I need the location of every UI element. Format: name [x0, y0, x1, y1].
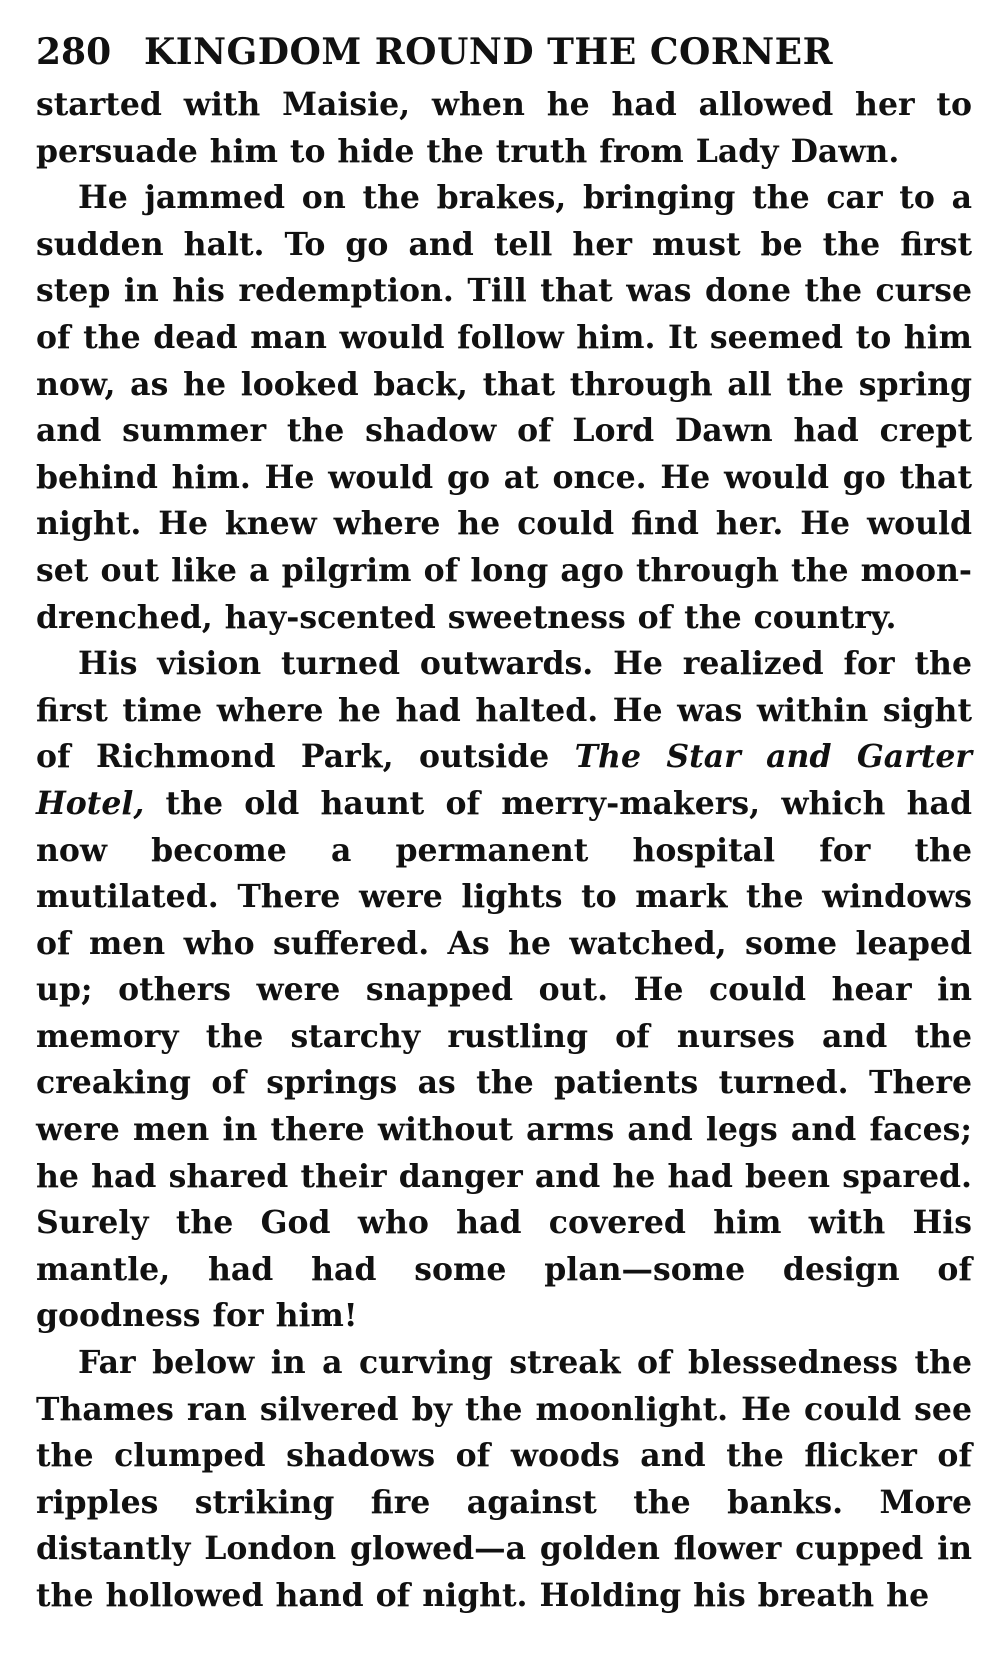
body-text [36, 82, 972, 1620]
book-page [36, 28, 972, 1620]
paragraph-3 [36, 641, 972, 1340]
hotel-name-italic: The Star and Garter Hotel, [36, 738, 972, 822]
paragraph-1: started with Maisie, when he had allowed her to persuade him to hide the truth from Lady Dawn. [36, 86, 972, 170]
page-number: 280 [36, 31, 112, 73]
paragraph-3-text-before: His vision turned outwards. He realized for the first time where he had halted. He was within sight of Richmond Park, outside [36, 645, 972, 776]
paragraph-4: Far below in a curving streak of blessedness the Thames ran silvered by the moonlight. He could see the clumped shadows of woods and the flicker of ripples striking fire against the banks. More distantly London glowed—a golden flower cupped in the hollowed hand of night. Holding his breath he [36, 1344, 972, 1614]
running-head [36, 28, 972, 76]
paragraph-3-text-after: the old haunt of merry-makers, which had now become a permanent hospital for the mutilated. There were lights to mark the windows of men who suffered. As he watched, some leaped up; others were snapped out. He could hear in memory the starchy rustling of nurses and the creaking of springs as the patients turned. There were men in there without arms and legs and faces; he had shared their danger and he had been spared. Surely the God who had covered him with His mantle, had had some plan—some design of goodness for him! [36, 784, 972, 1335]
paragraph-2: He jammed on the brakes, bringing the car to a sudden halt. To go and tell her must be the first step in his redemption. Till that was done the curse of the dead man would follow him. It seemed to him now, as he looked back, that through all the spring and summer the shadow of Lord Dawn had crept behind him. He would go at once. He would go that night. He knew where he could find her. He would set out like a pilgrim of long ago through the moon-drenched, hay-scented sweetness of the country. [36, 179, 972, 636]
running-title: KINGDOM ROUND THE CORNER [144, 31, 834, 73]
